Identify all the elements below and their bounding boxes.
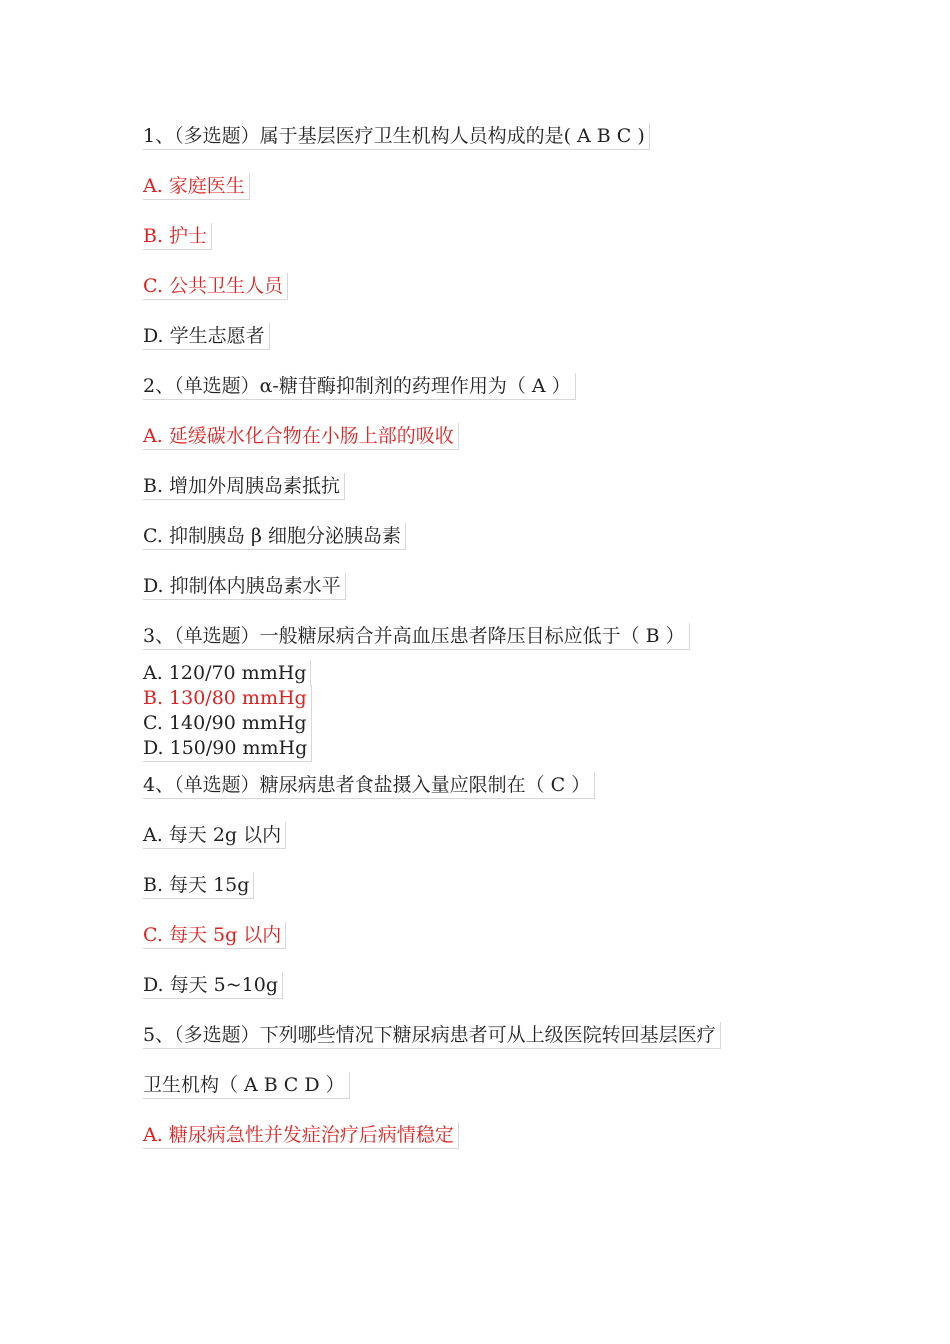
q3-option-a: A. 120/70 mmHg: [143, 660, 311, 686]
q2-option-d: D. 抑制体内胰岛素水平: [143, 573, 346, 600]
q1-option-d: D. 学生志愿者: [143, 323, 270, 350]
q2-option-b: B. 增加外周胰岛素抵抗: [143, 473, 345, 500]
q2-option-a: A. 延缓碳水化合物在小肠上部的吸收: [143, 423, 459, 450]
q4-stem: 4、（单选题）糖尿病患者食盐摄入量应限制在（ C ）: [143, 772, 595, 799]
q5-option-a: A. 糖尿病急性并发症治疗后病情稳定: [143, 1122, 459, 1149]
q1-stem: 1、（多选题）属于基层医疗卫生机构人员构成的是( A B C ): [143, 123, 650, 150]
q3-option-d: D. 150/90 mmHg: [143, 735, 312, 762]
q3-stem: 3、（单选题）一般糖尿病合并高血压患者降压目标应低于（ B ）: [143, 623, 690, 650]
q3-option-b: B. 130/80 mmHg: [143, 685, 312, 711]
q4-option-c: C. 每天 5g 以内: [143, 922, 286, 949]
q1-option-b: B. 护士: [143, 223, 212, 250]
q1-option-a: A. 家庭医生: [143, 173, 250, 200]
q4-option-d: D. 每天 5~10g: [143, 972, 283, 999]
q4-option-b: B. 每天 15g: [143, 872, 254, 899]
q5-stem: 5、（多选题）下列哪些情况下糖尿病患者可从上级医院转回基层医疗: [143, 1022, 721, 1049]
q1-option-c: C. 公共卫生人员: [143, 273, 288, 300]
q5-stem-continued: 卫生机构（ A B C D ）: [143, 1072, 350, 1099]
q2-stem: 2、（单选题）α-糖苷酶抑制剂的药理作用为（ A ）: [143, 373, 576, 400]
q4-option-a: A. 每天 2g 以内: [143, 822, 286, 849]
q3-option-c: C. 140/90 mmHg: [143, 710, 312, 736]
q2-option-c: C. 抑制胰岛 β 细胞分泌胰岛素: [143, 523, 406, 550]
